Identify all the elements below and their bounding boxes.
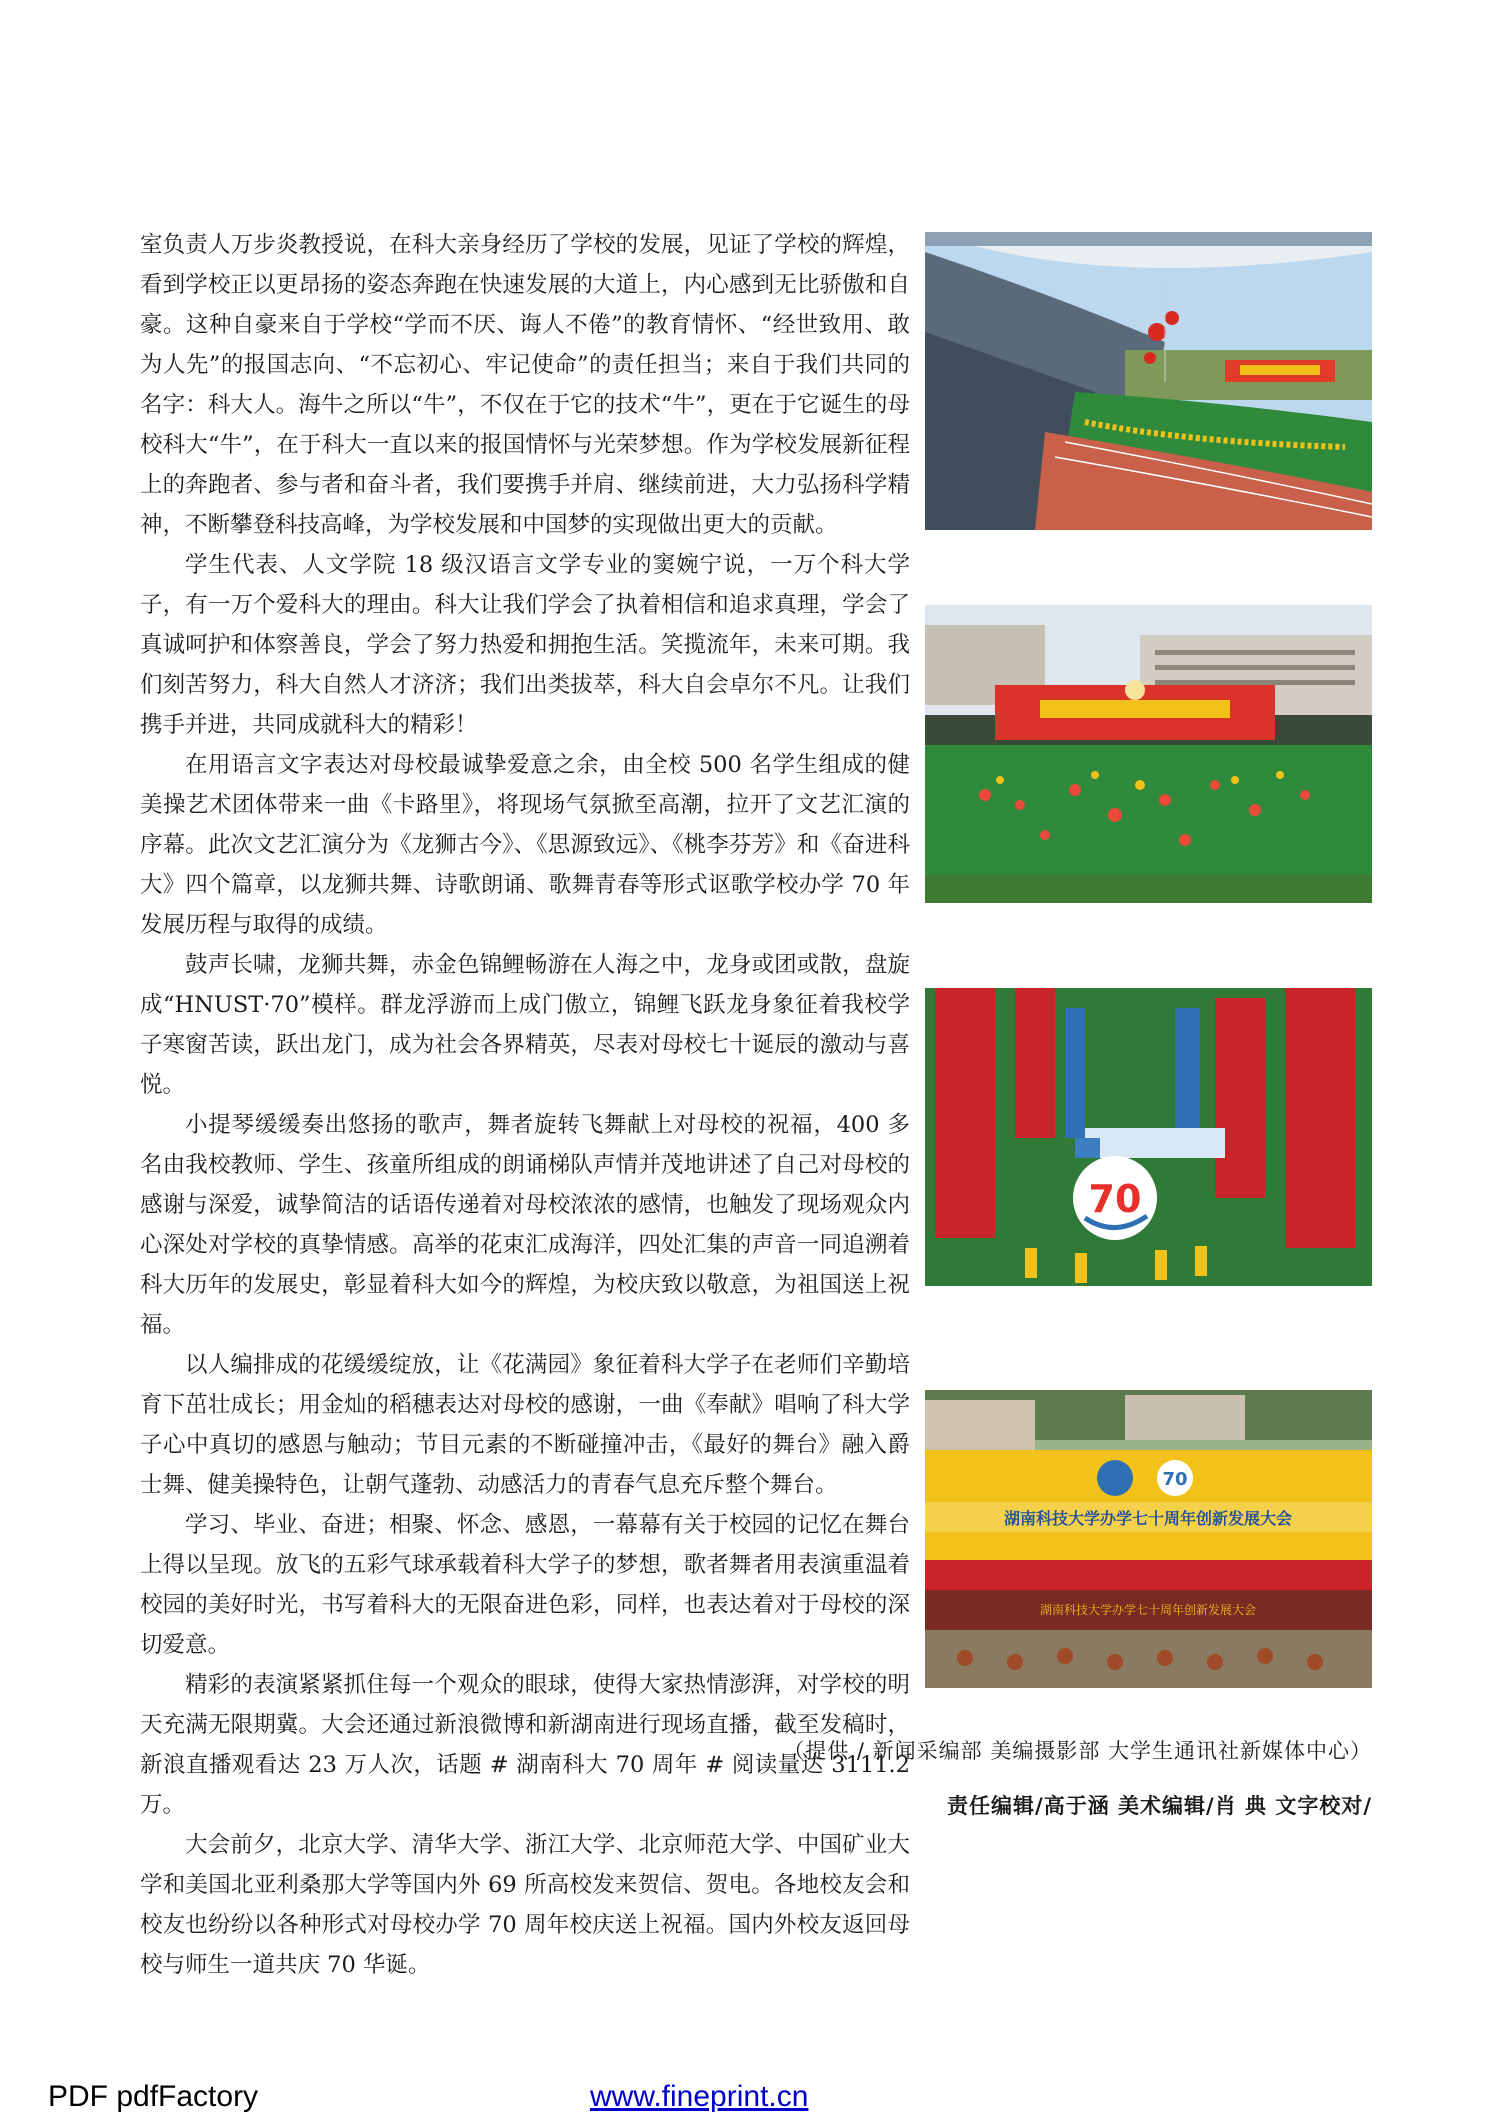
banner-main-text: 湖南科技大学办学七十周年创新发展大会: [1003, 1509, 1293, 1528]
paragraph-2: 学生代表、人文学院 18 级汉语言文学专业的窦婉宁说，一万个科大学子，有一万个爱科大的理由。科大让我们学会了执着相信和追求真理，学会了真诚呵护和体察善良，学会了努力热爱和拥抱生活。笑揽流年，未来可期。我们刻苦努力，科大自然人才济济；我们出类拔萃，科大自会卓尔不凡。让我们携手并进，共同成就科大的精彩！: [140, 552, 910, 738]
photo-field-performance: [925, 605, 1372, 903]
paragraph-4: 鼓声长啸，龙狮共舞，赤金色锦鲤畅游在人海之中，龙身或团或散，盘旋成“HNUST·70”模样。群龙浮游而上成门傲立，锦鲤飞跃龙身象征着我校学子寒窗苦读，跃出龙门，成为社会各界精英，尽表对母校七十诞辰的激动与喜悦。: [140, 952, 910, 1098]
photo-stadium-track: [925, 232, 1372, 530]
banner-lower-text: 湖南科技大学办学七十周年创新发展大会: [1039, 1603, 1257, 1617]
paragraph-7: 学习、毕业、奋进；相聚、怀念、感恩，一幕幕有关于校园的记忆在舞台上得以呈现。放飞的五彩气球承载着科大学子的梦想，歌者舞者用表演重温着校园的美好时光，书写着科大的无限奋进色彩，同样，也表达着对于母校的深切爱意。: [140, 1512, 910, 1658]
editor-credits: 责任编辑/高于涵 美术编辑/肖 典 文字校对/: [947, 1794, 1372, 1818]
article-body: [140, 225, 910, 1985]
paragraph-6: 以人编排成的花缓缓绽放，让《花满园》象征着科大学子在老师们辛勤培育下茁壮成长；用金灿的稻穗表达对母校的感谢，一曲《奉献》唱响了科大学子心中真切的感恩与触动；节目元素的不断碰撞冲击，《最好的舞台》融入爵士舞、健美操特色，让朝气蓬勃、动感活力的青春气息充斥整个舞台。: [140, 1352, 910, 1498]
paragraph-8: 精彩的表演紧紧抓住每一个观众的眼球，使得大家热情澎湃，对学校的明天充满无限期冀。大会还通过新浪微博和新湖南进行现场直播，截至发稿时，新浪直播观看达 23 万人次，话题 # 湖南科大 70 周年 # 阅读量达 3111.2 万。: [140, 1672, 910, 1818]
pdf-factory-label: PDF pdfFactory: [48, 2080, 259, 2113]
paragraph-1: 室负责人万步炎教授说，在科大亲身经历了学校的发展，见证了学校的辉煌，看到学校正以更昂扬的姿态奔跑在快速发展的大道上，内心感到无比骄傲和自豪。这种自豪来自于学校“学而不厌、诲人不倦”的教育情怀、“经世致用、敢为人先”的报国志向、“不忘初心、牢记使命”的责任担当；来自于我们共同的名字：科大人。海牛之所以“牛”，不仅在于它的技术“牛”，更在于它诞生的母校科大“牛”，在于科大一直以来的报国情怀与光荣梦想。作为学校发展新征程上的奔跑者、参与者和奋斗者，我们要携手并肩、继续前进，大力弘扬科学精神，不断攀登科技高峰，为学校发展和中国梦的实现做出更大的贡献。: [140, 232, 910, 538]
paragraph-9: 大会前夕，北京大学、清华大学、浙江大学、北京师范大学、中国矿业大学和美国北亚利桑那大学等国内外 69 所高校发来贺信、贺电。各地校友会和校友也纷纷以各种形式对母校办学 70 周年校庆送上祝福。国内外校友返回母校与师生一道共庆 70 华诞。: [140, 1832, 910, 1978]
banner-logo-70: 70: [1162, 1469, 1188, 1490]
paragraph-3: 在用语言文字表达对母校最诚挚爱意之余，由全校 500 名学生组成的健美操艺术团体带来一曲《卡路里》，将现场气氛掀至高潮，拉开了文艺汇演的序幕。此次文艺汇演分为《龙狮古今》、《思源致远》、《桃李芬芳》和《奋进科大》四个篇章，以龙狮共舞、诗歌朗诵、歌舞青春等形式讴歌学校办学 70 年发展历程与取得的成绩。: [140, 752, 910, 938]
fineprint-link[interactable]: www.fineprint.cn: [590, 2080, 809, 2113]
logo-70-text: 70: [1088, 1177, 1142, 1221]
paragraph-5: 小提琴缓缓奏出悠扬的歌声，舞者旋转飞舞献上对母校的祝福，400 多名由我校教师、学生、孩童所组成的朗诵梯队声情并茂地讲述了自己对母校的感谢与深爱，诚挚简洁的话语传递着对母校浓浓的感情，也触发了现场观众内心深处对学校的真挚情感。高举的花束汇成海洋，四处汇集的声音一同追溯着科大历年的发展史，彰显着科大如今的辉煌，为校庆致以敬意，为祖国送上祝福。: [140, 1112, 910, 1338]
photo-formation-logo: [925, 988, 1372, 1286]
photo-credit: （提供 / 新闻采编部 美编摄影部 大学生通讯社新媒体中心）: [783, 1739, 1372, 1763]
photo-stage-banner: [925, 1390, 1372, 1688]
